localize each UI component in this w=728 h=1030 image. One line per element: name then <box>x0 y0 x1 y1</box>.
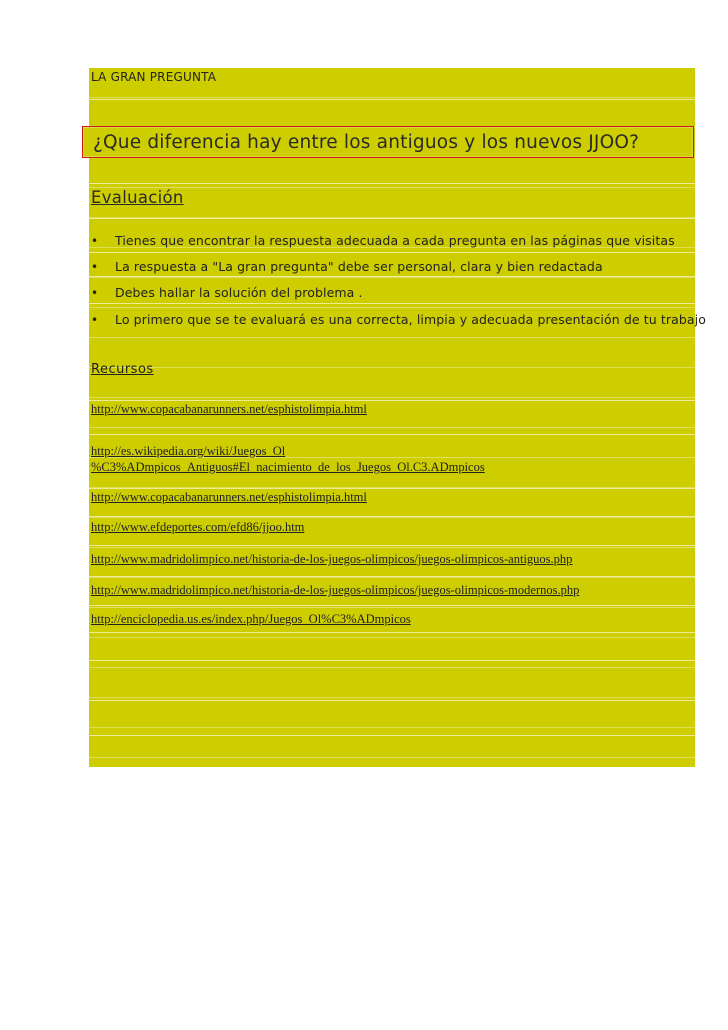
big-question-text: ¿Que diferencia hay entre los antiguos y los nuevos JJOO? <box>93 132 640 153</box>
row-divider <box>89 434 695 435</box>
row-divider <box>89 700 695 701</box>
row-divider <box>89 303 695 304</box>
resource-link[interactable]: http://es.wikipedia.org/wiki/Juegos_Ol <box>91 444 286 458</box>
evaluacion-item: Tienes que encontrar la respuesta adecuada a cada pregunta en las páginas que visitas <box>115 233 675 248</box>
row-divider <box>89 218 695 219</box>
resource-link[interactable]: http://www.copacabanarunners.net/esphistolimpia.html <box>91 402 367 416</box>
bullet-icon: • <box>91 313 99 327</box>
page-title: LA GRAN PREGUNTA <box>91 70 217 84</box>
resource-link[interactable]: http://www.copacabanarunners.net/esphistolimpia.html <box>91 490 367 504</box>
row-divider <box>89 735 695 736</box>
row-divider <box>89 183 695 184</box>
row-divider <box>89 605 695 606</box>
resource-link[interactable]: http://enciclopedia.us.es/index.php/Juegos_Ol%C3%ADmpicos <box>91 612 411 626</box>
resource-link[interactable]: http://www.madridolimpico.net/historia-de-los-juegos-olimpicos/juegos-olimpicos-antiguos.php <box>91 552 573 566</box>
bullet-icon: • <box>91 234 99 248</box>
row-divider <box>89 400 695 401</box>
row-divider <box>89 632 695 633</box>
row-divider <box>89 660 695 661</box>
bullet-icon: • <box>91 286 99 300</box>
row-divider <box>89 276 695 277</box>
row-divider <box>89 99 695 100</box>
resource-link-continued[interactable]: %C3%ADmpicos_Antiguos#El_nacimiento_de_los_Juegos_Ol.C3.ADmpicos <box>91 460 485 474</box>
evaluacion-item: Lo primero que se te evaluará es una correcta, limpia y adecuada presentación de tu trabajo <box>115 312 706 327</box>
resource-link[interactable]: http://www.madridolimpico.net/historia-de-los-juegos-olimpicos/juegos-olimpicos-modernos.php <box>91 583 580 597</box>
evaluacion-item: Debes hallar la solución del problema . <box>115 285 363 300</box>
row-divider <box>89 516 695 517</box>
row-divider <box>89 545 695 546</box>
row-divider <box>89 576 695 577</box>
evaluacion-item: La respuesta a "La gran pregunta" debe ser personal, clara y bien redactada <box>115 259 603 274</box>
yellow-sheet <box>89 68 695 767</box>
row-divider <box>89 252 695 253</box>
resource-link[interactable]: http://www.efdeportes.com/efd86/jjoo.htm <box>91 520 305 534</box>
evaluacion-heading: Evaluación <box>91 188 184 207</box>
big-question-box <box>82 126 694 158</box>
row-divider <box>89 488 695 489</box>
bullet-icon: • <box>91 260 99 274</box>
recursos-heading: Recursos <box>91 362 154 377</box>
